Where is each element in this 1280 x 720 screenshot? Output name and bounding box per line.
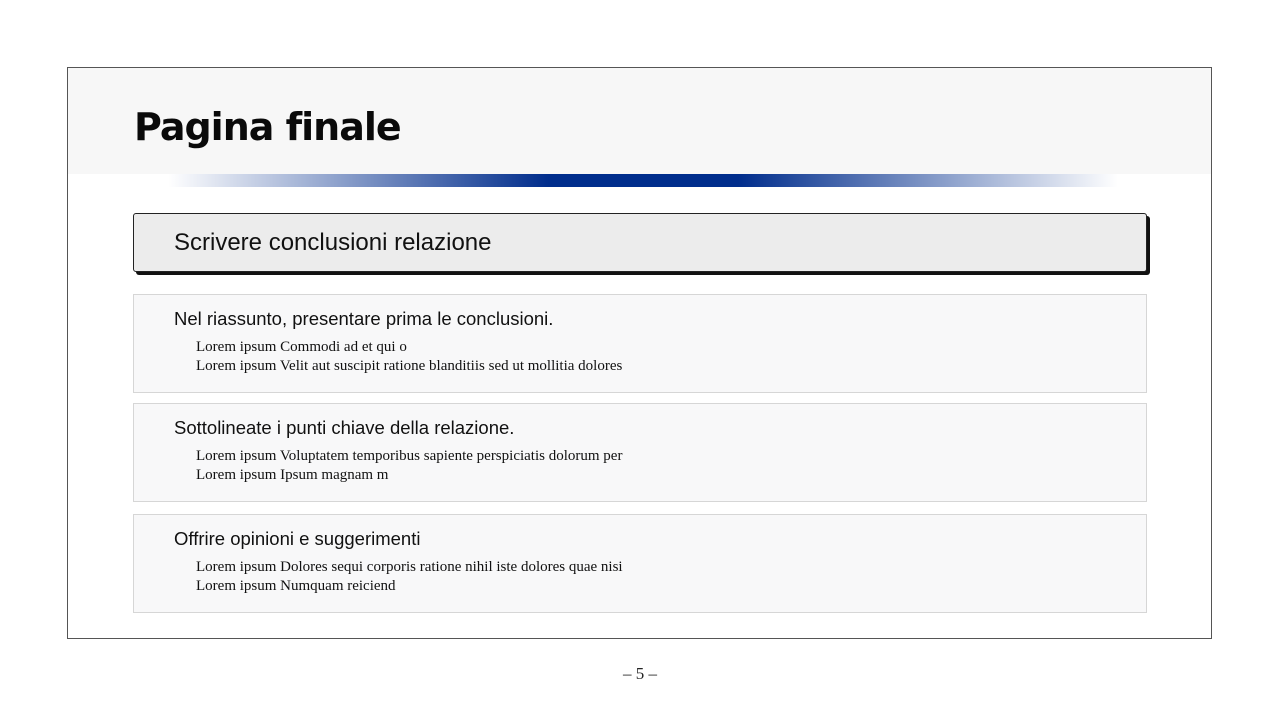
- section-header-label: Scrivere conclusioni relazione: [174, 229, 492, 256]
- card-text-line: Lorem ipsum Ipsum magnam m: [196, 467, 389, 483]
- page-number: – 5 –: [623, 664, 657, 683]
- content-card: [133, 294, 1147, 393]
- slide: [67, 67, 1212, 639]
- content-card: [133, 514, 1147, 613]
- card-heading: Offrire opinioni e suggerimenti: [174, 528, 421, 549]
- content-card: [133, 403, 1147, 502]
- title-divider: [168, 174, 1118, 187]
- slide-title: Pagina finale: [134, 105, 401, 149]
- section-header: [133, 213, 1147, 272]
- card-heading: Sottolineate i punti chiave della relazione.: [174, 417, 515, 438]
- card-text-line: Lorem ipsum Numquam reiciend: [196, 578, 396, 594]
- card-text-line: Lorem ipsum Commodi ad et qui o: [196, 339, 407, 355]
- card-text-line: Lorem ipsum Velit aut suscipit ratione blanditiis sed ut mollitia dolores: [196, 358, 623, 374]
- card-text-line: Lorem ipsum Voluptatem temporibus sapiente perspiciatis dolorum per: [196, 448, 623, 464]
- card-text-line: Lorem ipsum Dolores sequi corporis ratione nihil iste dolores quae nisi: [196, 559, 623, 575]
- card-heading: Nel riassunto, presentare prima le conclusioni.: [174, 308, 554, 329]
